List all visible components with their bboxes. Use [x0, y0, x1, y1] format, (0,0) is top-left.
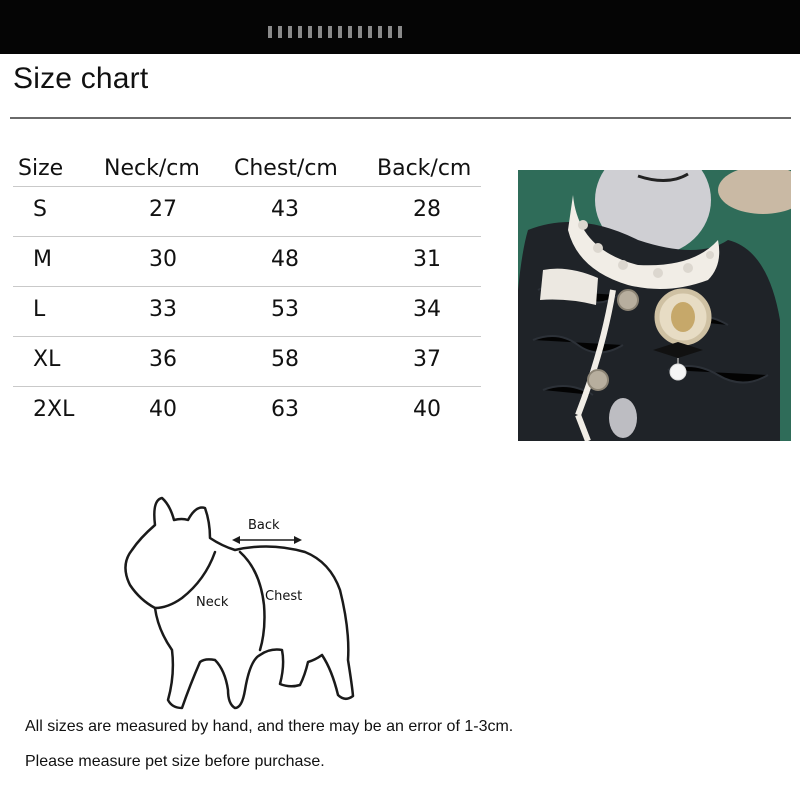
size-table: [13, 150, 481, 436]
cell-chest: 63: [271, 397, 299, 422]
dog-measurement-diagram: [110, 490, 370, 715]
purchase-note: Please measure pet size before purchase.: [25, 753, 325, 770]
dog-in-sweater-photo: [518, 170, 791, 441]
cell-chest: 43: [271, 197, 299, 222]
cell-size: L: [33, 297, 46, 322]
table-row: [13, 336, 481, 386]
header-chest: Chest/cm: [234, 156, 338, 181]
banner-decoration: [268, 26, 408, 38]
cell-size: S: [33, 197, 47, 222]
dog-sweater-illustration: [518, 170, 791, 441]
cell-size: M: [33, 247, 52, 272]
cell-back: 31: [413, 247, 441, 272]
chest-label: Chest: [265, 589, 303, 604]
table-row: [13, 186, 481, 236]
cell-size: XL: [33, 347, 61, 372]
header-back: Back/cm: [377, 156, 472, 181]
cell-size: 2XL: [33, 397, 75, 422]
cell-neck: 36: [149, 347, 177, 372]
table-header: [13, 150, 481, 186]
cell-chest: 48: [271, 247, 299, 272]
cell-back: 34: [413, 297, 441, 322]
header-neck: Neck/cm: [104, 156, 200, 181]
header-size: Size: [18, 156, 64, 181]
back-label: Back: [248, 518, 280, 533]
table-row: [13, 286, 481, 336]
measurement-note: All sizes are measured by hand, and there may be an error of 1-3cm.: [25, 718, 514, 735]
cell-neck: 33: [149, 297, 177, 322]
cell-chest: 53: [271, 297, 299, 322]
cell-neck: 30: [149, 247, 177, 272]
cell-neck: 40: [149, 397, 177, 422]
cell-back: 28: [413, 197, 441, 222]
cell-back: 40: [413, 397, 441, 422]
title-divider: [10, 117, 791, 119]
page-title: Size chart: [13, 62, 149, 95]
cell-neck: 27: [149, 197, 177, 222]
top-banner: [0, 0, 800, 54]
cell-back: 37: [413, 347, 441, 372]
neck-label: Neck: [196, 595, 229, 610]
table-row: [13, 236, 481, 286]
table-row: [13, 386, 481, 436]
dog-outline-icon: [110, 490, 370, 715]
cell-chest: 58: [271, 347, 299, 372]
